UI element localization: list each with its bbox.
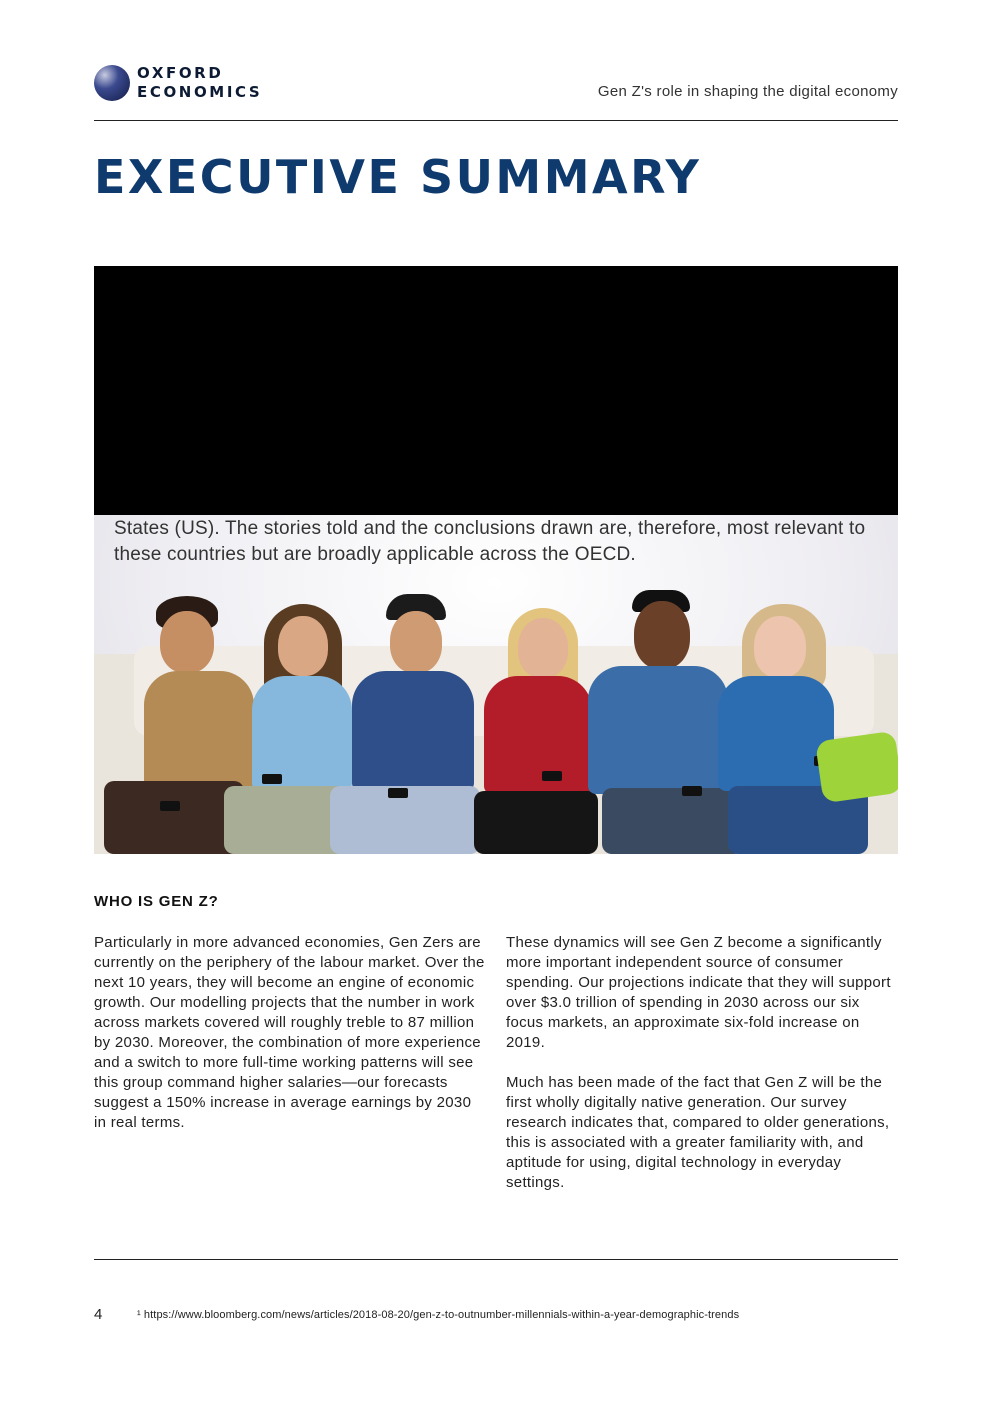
hero-photo	[94, 266, 898, 854]
hero-overlay-text: States (US). The stories told and the conclusions drawn are, therefore, most relevant to these countries but are broadly applicable across the OECD.	[114, 518, 866, 565]
oxford-economics-logo	[94, 64, 263, 104]
logo-line-1: OXFORD	[137, 64, 224, 82]
hero-redacted-area	[94, 266, 898, 515]
footnote: ¹ https://www.bloomberg.com/news/articles/2018-08-20/gen-z-to-outnumber-millennials-within-a-year-demographic-trends	[137, 1309, 740, 1321]
logo-line-2: ECONOMICS	[137, 83, 263, 101]
page-number: 4	[94, 1306, 103, 1323]
right-column	[506, 933, 898, 1213]
paragraph: Particularly in more advanced economies, Gen Zers are currently on the periphery of the labour market. Over the next 10 years, they will become an engine of economic growth. Our modelling projects that the number in work across markets covered will roughly treble to 87 million by 2030. Moreover, the combination of more experience and a switch to more full-time working patterns will see this group command higher salaries—our forecasts suggest a 150% increase in average earnings by 2030 in real terms.	[94, 934, 485, 1131]
section-heading: WHO IS GEN Z?	[94, 893, 219, 910]
paragraph: Much has been made of the fact that Gen Z will be the first wholly digitally native generation. Our survey research indicates that, compared to older generations, this is associated with a greater familiarity with, and aptitude for using, digital technology in everyday settings.	[506, 1074, 890, 1191]
logo-wordmark	[137, 64, 262, 102]
report-title: Gen Z's role in shaping the digital economy	[597, 83, 898, 100]
globe-logo-icon	[94, 65, 130, 101]
page-title: EXECUTIVE SUMMARY	[94, 150, 702, 204]
green-cushion	[815, 731, 898, 804]
footer-divider	[94, 1259, 898, 1260]
header-divider	[94, 120, 898, 121]
left-column	[94, 933, 486, 1153]
paragraph: These dynamics will see Gen Z become a significantly more important independent source of consumer spending. Our projections indicate that they will support over $3.0 trillion of spending in 2030 across our six focus markets, an approximate six-fold increase on 2019.	[506, 934, 891, 1051]
